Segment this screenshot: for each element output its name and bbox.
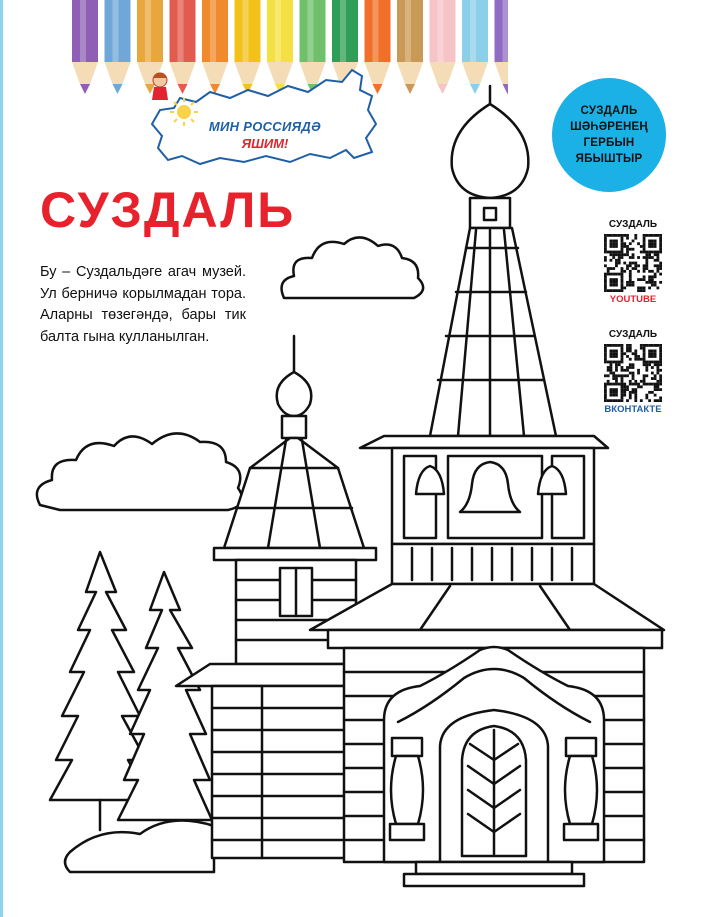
cloud-icon [282, 237, 424, 298]
badge-line: ШӘҺӘРЕНЕҢ [570, 121, 648, 133]
qr-platform-vkontakte: ВКОНТАКТЕ [604, 404, 662, 415]
snow-ground [65, 821, 214, 872]
badge-line: ГЕРБЫН [583, 137, 635, 149]
logo-title: МИН РОССИЯДӘ [208, 119, 322, 134]
badge-line: СУЗДАЛЬ [580, 105, 638, 117]
cloud-icon [37, 433, 242, 510]
badge-line: ЯБЫШТЫР [575, 153, 643, 165]
logo-subtitle: ЯШИМ! [241, 136, 289, 151]
qr-label: СУЗДАЛЬ [608, 219, 658, 230]
description-text: Бу – Суздальдәге агач музей. Ул берничә корылмадан тора. Аларны төзегәндә, бары тик балта гына кулланылган. [40, 264, 246, 345]
qr-label: СУЗДАЛЬ [608, 329, 658, 340]
page-title: СУЗДАЛЬ [40, 182, 296, 238]
qr-platform-youtube: YOUTUBE [609, 294, 657, 305]
